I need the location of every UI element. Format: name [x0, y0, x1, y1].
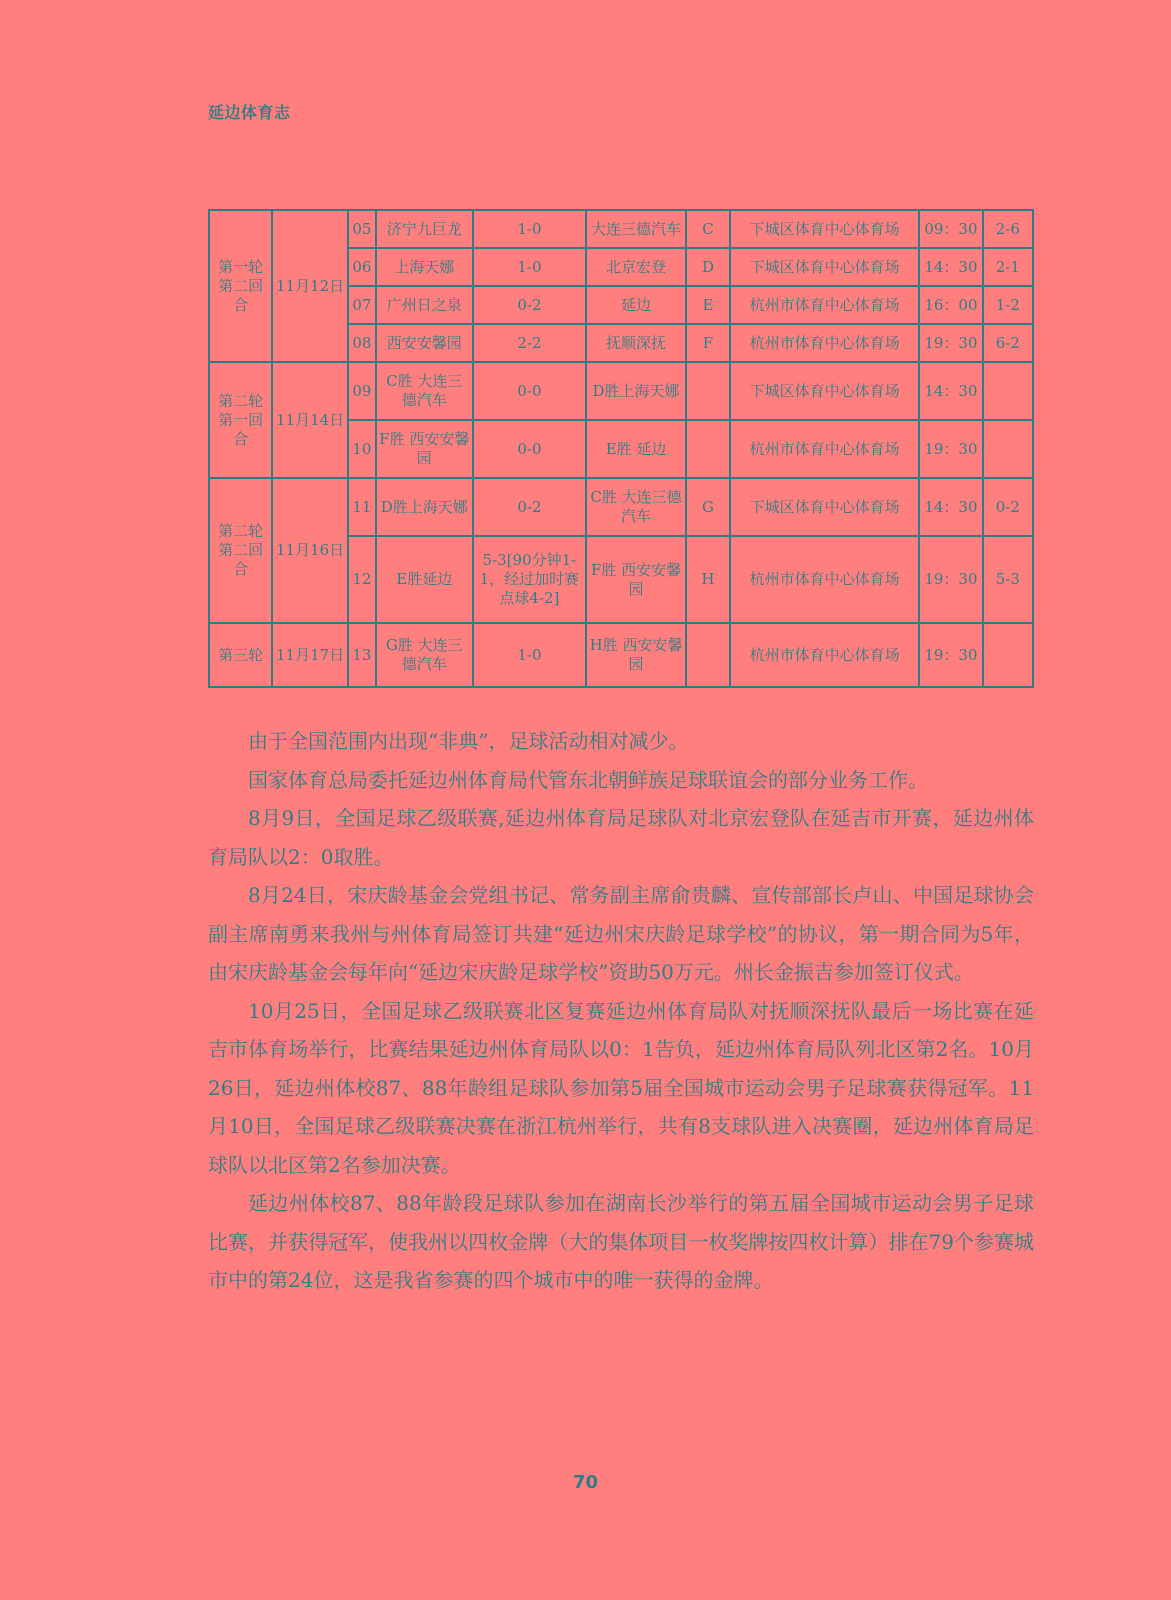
venue-cell: 下城区体育中心体育场 [730, 478, 919, 536]
venue-cell: 杭州市体育中心体育场 [730, 324, 919, 362]
group-cell [686, 623, 730, 687]
time-cell: 14：30 [919, 248, 982, 286]
score-cell: 1-0 [473, 623, 587, 687]
body-text [208, 722, 1034, 1300]
result-cell [983, 420, 1033, 478]
team1-cell: 上海天娜 [376, 248, 473, 286]
team1-cell: C胜 大连三德汽车 [376, 362, 473, 420]
team1-cell: 广州日之泉 [376, 286, 473, 324]
team1-cell: 西安安馨园 [376, 324, 473, 362]
score-cell: 0-0 [473, 362, 587, 420]
group-cell: G [686, 478, 730, 536]
table-row [209, 623, 1033, 687]
venue-cell: 下城区体育中心体育场 [730, 210, 919, 248]
group-cell [686, 420, 730, 478]
match-number-cell: 09 [348, 362, 376, 420]
score-cell: 1-0 [473, 210, 587, 248]
venue-cell: 下城区体育中心体育场 [730, 248, 919, 286]
result-cell: 0-2 [983, 478, 1033, 536]
date-cell: 11月17日 [272, 623, 347, 687]
match-number-cell: 13 [348, 623, 376, 687]
result-cell: 5-3 [983, 536, 1033, 623]
team1-cell: D胜上海天娜 [376, 478, 473, 536]
team1-cell: G胜 大连三德汽车 [376, 623, 473, 687]
score-cell: 0-0 [473, 420, 587, 478]
paragraph: 8月9日，全国足球乙级联赛,延边州体育局足球队对北京宏登队在延吉市开赛，延边州体育局队以2：0取胜。 [208, 806, 1034, 869]
paragraph: 由于全国范围内出现“非典”，足球活动相对减少。 [248, 729, 689, 753]
round-cell: 第三轮 [209, 623, 272, 687]
group-cell: D [686, 248, 730, 286]
team2-cell: 大连三德汽车 [586, 210, 686, 248]
group-cell: F [686, 324, 730, 362]
score-cell: 0-2 [473, 286, 587, 324]
team2-cell: C胜 大连三德汽车 [586, 478, 686, 536]
result-cell [983, 623, 1033, 687]
paragraph: 10月25日，全国足球乙级联赛北区复赛延边州体育局队对抚顺深抚队最后一场比赛在延吉市体育场举行，比赛结果延边州体育局队以0：1告负，延边州体育局队列北区第2名。10月26日，延边州体校87、88年龄组足球队参加第5届全国城市运动会男子足球赛获得冠军。11月10日，全国足球乙级联赛决赛在浙江杭州举行，共有8支球队进入决赛圈，延边州体育局足球队以北区第2名参加决赛。 [208, 998, 1034, 1177]
team2-cell: 延边 [586, 286, 686, 324]
result-cell [983, 362, 1033, 420]
result-cell: 2-1 [983, 248, 1033, 286]
time-cell: 19：30 [919, 420, 982, 478]
team2-cell: F胜 西安安馨园 [586, 536, 686, 623]
group-cell [686, 362, 730, 420]
team1-cell: F胜 西安安馨园 [376, 420, 473, 478]
table-row [209, 210, 1033, 248]
match-number-cell: 06 [348, 248, 376, 286]
team1-cell: 济宁九巨龙 [376, 210, 473, 248]
match-number-cell: 08 [348, 324, 376, 362]
team2-cell: 北京宏登 [586, 248, 686, 286]
team2-cell: H胜 西安安馨园 [586, 623, 686, 687]
score-cell: 0-2 [473, 478, 587, 536]
score-cell: 2-2 [473, 324, 587, 362]
date-cell: 11月16日 [272, 478, 347, 623]
time-cell: 14：30 [919, 478, 982, 536]
time-cell: 19：30 [919, 536, 982, 623]
paragraph: 8月24日，宋庆龄基金会党组书记、常务副主席俞贵麟、宣传部部长卢山、中国足球协会副主席南勇来我州与州体育局签订共建“延边州宋庆龄足球学校”的协议，第一期合同为5年，由宋庆龄基金会每年向“延边宋庆龄足球学校”资助50万元。州长金振吉参加签订仪式。 [208, 883, 1034, 984]
match-number-cell: 05 [348, 210, 376, 248]
team2-cell: E胜 延边 [586, 420, 686, 478]
result-cell: 2-6 [983, 210, 1033, 248]
running-header: 延边体育志 [208, 103, 291, 122]
time-cell: 14：30 [919, 362, 982, 420]
venue-cell: 杭州市体育中心体育场 [730, 536, 919, 623]
match-number-cell: 11 [348, 478, 376, 536]
match-schedule-table [208, 209, 1034, 688]
result-cell: 6-2 [983, 324, 1033, 362]
time-cell: 16：00 [919, 286, 982, 324]
paragraph: 国家体育总局委托延边州体育局代管东北朝鲜族足球联谊会的部分业务工作。 [248, 767, 928, 792]
paragraph: 延边州体校87、88年龄段足球队参加在湖南长沙举行的第五届全国城市运动会男子足球比赛，并获得冠军，使我州以四枚金牌（大的集体项目一枚奖牌按四枚计算）排在79个参赛城市中的第24位，这是我省参赛的四个城市中的唯一获得的金牌。 [208, 1191, 1034, 1292]
table-row [209, 362, 1033, 420]
venue-cell: 杭州市体育中心体育场 [730, 420, 919, 478]
time-cell: 19：30 [919, 324, 982, 362]
round-cell: 第二轮第二回合 [209, 478, 272, 623]
venue-cell: 下城区体育中心体育场 [730, 362, 919, 420]
score-cell: 1-0 [473, 248, 587, 286]
group-cell: C [686, 210, 730, 248]
time-cell: 09：30 [919, 210, 982, 248]
round-cell: 第一轮第二回合 [209, 210, 272, 362]
group-cell: H [686, 536, 730, 623]
table-row [209, 478, 1033, 536]
venue-cell: 杭州市体育中心体育场 [730, 286, 919, 324]
result-cell: 1-2 [983, 286, 1033, 324]
date-cell: 11月14日 [272, 362, 347, 478]
match-number-cell: 10 [348, 420, 376, 478]
match-number-cell: 07 [348, 286, 376, 324]
group-cell: E [686, 286, 730, 324]
team2-cell: D胜上海天娜 [586, 362, 686, 420]
match-number-cell: 12 [348, 536, 376, 623]
date-cell: 11月12日 [272, 210, 347, 362]
team2-cell: 抚顺深抚 [586, 324, 686, 362]
time-cell: 19：30 [919, 623, 982, 687]
round-cell: 第二轮第一回合 [209, 362, 272, 478]
page-number: 70 [572, 1472, 599, 1493]
venue-cell: 杭州市体育中心体育场 [730, 623, 919, 687]
team1-cell: E胜延边 [376, 536, 473, 623]
score-cell: 5-3[90分钟1-1，经过加时赛点球4-2] [473, 536, 587, 623]
